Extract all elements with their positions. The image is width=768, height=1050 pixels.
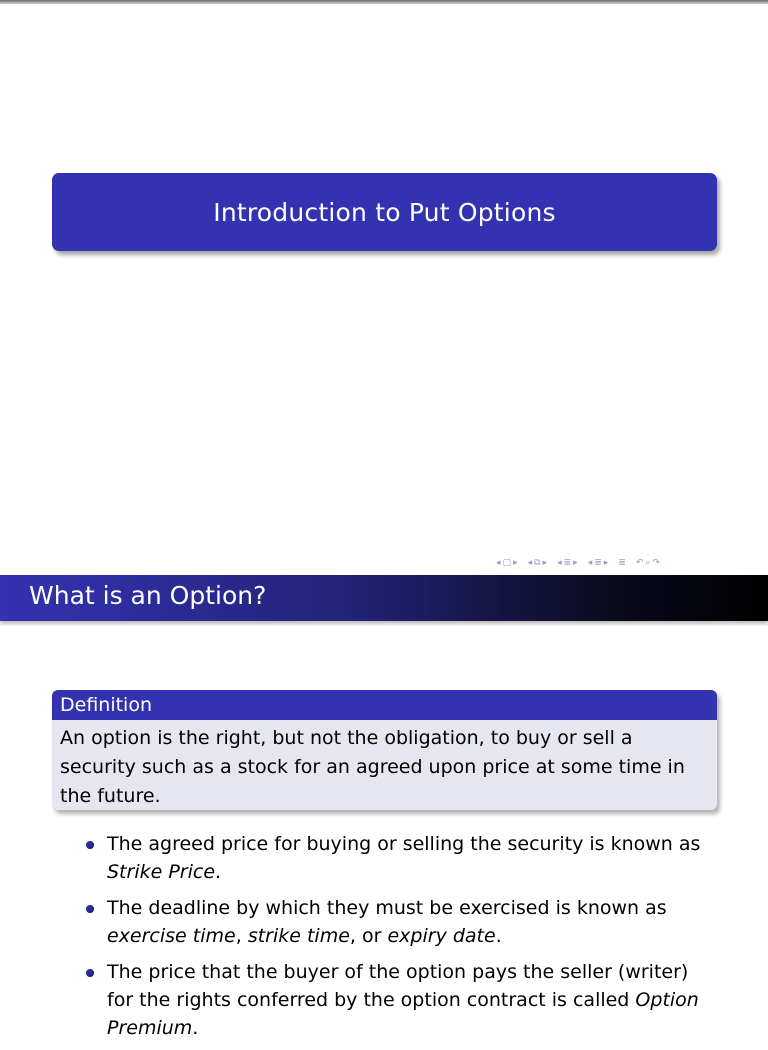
section-prev-icon[interactable]: ◂: [587, 558, 593, 568]
document-icon[interactable]: ≣: [618, 558, 626, 568]
frame-header: [0, 575, 768, 621]
bullet-emphasis: exercise time: [107, 925, 236, 947]
top-rule: [0, 0, 768, 4]
bullet-emphasis: Option Premium: [107, 989, 699, 1039]
section-icon[interactable]: ≣: [594, 558, 602, 568]
bullet-item: [86, 894, 716, 950]
frame-title: What is an Option?: [29, 581, 267, 610]
section-nav: [588, 558, 609, 568]
frame-prev-icon[interactable]: ◂: [527, 558, 533, 568]
bullet-text-end: .: [192, 1017, 199, 1039]
definition-body: An option is the right, but not the obligation, to buy or sell a security such as a stock for an agreed upon price at some time in the future.: [60, 727, 685, 807]
subsection-next-icon[interactable]: ▸: [573, 558, 578, 568]
bullet-icon: [86, 905, 94, 913]
bullet-separator: , or: [349, 925, 388, 947]
slide-prev-icon[interactable]: ◂: [496, 558, 501, 568]
presentation-title: Introduction to Put Options: [213, 197, 556, 227]
bullet-emphasis: expiry date: [387, 925, 496, 947]
bullet-emphasis: Strike Price: [107, 861, 216, 883]
bullet-text-end: .: [215, 861, 222, 883]
definition-block: [52, 690, 717, 810]
definition-title: Definition: [52, 690, 717, 720]
bullet-text: The price that the buyer of the option pays the seller (writer) for the rights conferred by the option contract is called: [107, 961, 689, 1011]
slide-nav: [496, 558, 518, 568]
section-next-icon[interactable]: ▸: [603, 558, 609, 568]
back-icon[interactable]: ↶: [635, 558, 644, 568]
title-block: [52, 173, 717, 251]
bullet-icon: [86, 969, 94, 977]
bullet-text: The deadline by which they must be exercised is known as: [107, 897, 667, 919]
subsection-icon[interactable]: ≣: [563, 558, 572, 568]
subsection-nav: [557, 558, 578, 568]
bullet-list: [86, 830, 716, 1050]
bullet-item: [86, 958, 716, 1042]
bullet-emphasis: strike time: [247, 925, 350, 947]
frame-icon[interactable]: ⧉: [534, 558, 541, 568]
bullet-icon: [86, 841, 94, 849]
subsection-prev-icon[interactable]: ◂: [557, 558, 562, 568]
slide-next-icon[interactable]: ▸: [513, 558, 518, 568]
bullet-text: The agreed price for buying or selling the security is known as: [107, 833, 701, 855]
bullet-text-end: .: [495, 925, 502, 947]
frame-next-icon[interactable]: ▸: [542, 558, 548, 568]
slide-icon[interactable]: ▢: [502, 558, 512, 568]
forward-icon[interactable]: ↷: [652, 558, 660, 568]
document-nav: [618, 558, 626, 568]
frame-nav: [528, 558, 548, 568]
search-nav: [636, 558, 660, 568]
bullet-separator: ,: [235, 925, 248, 947]
beamer-navigation-bar: [496, 556, 660, 570]
search-icon[interactable]: ⌕: [645, 558, 651, 568]
bullet-item: [86, 830, 716, 886]
